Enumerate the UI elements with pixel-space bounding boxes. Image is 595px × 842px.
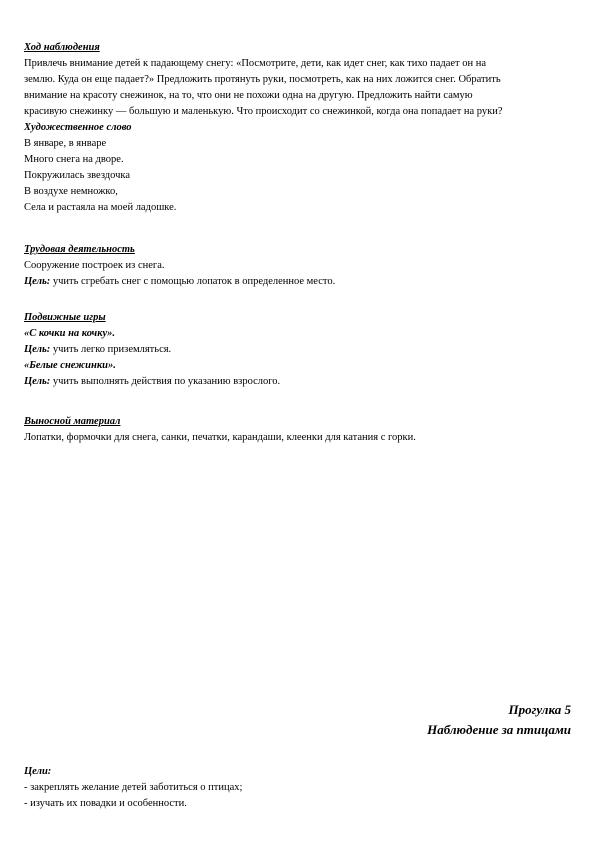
game-goal	[24, 342, 574, 358]
labor-text: Сооружение построек из снега.	[24, 260, 165, 271]
goal-label: Цель:	[24, 344, 51, 355]
poem-line: В январе, в январе	[24, 138, 107, 149]
labor-section	[24, 242, 574, 290]
game-goal	[24, 374, 574, 390]
walk-subtitle: Наблюдение за птицами	[427, 722, 571, 737]
goal-text: учить легко приземляться.	[50, 344, 172, 355]
literary-label: Художественное слово	[24, 122, 132, 133]
goal-text: учить выполнять действия по указанию взрослого.	[50, 376, 281, 387]
games-section	[24, 310, 574, 390]
goal-label: Цель:	[24, 276, 51, 287]
goal-text: учить сгребать снег с помощью лопаток в определенное место.	[50, 276, 336, 287]
observation-line: землю. Куда он еще падает?» Предложить протянуть руки, посмотреть, как на них ложится снег. Обратить	[24, 74, 501, 85]
observation-heading: Ход наблюдения	[24, 42, 100, 53]
poem-line: Села и растаяла на моей ладошке.	[24, 202, 177, 213]
observation-section	[24, 40, 574, 216]
observation-line: внимание на красоту снежинок, на то, что они не похожи одна на другую. Предложить найти самую	[24, 90, 473, 101]
game-title: «Белые снежинки».	[24, 360, 116, 371]
walk-title: Прогулка 5	[508, 702, 571, 717]
poem-line: В воздухе немножко,	[24, 186, 118, 197]
goal-item: - изучать их повадки и особенности.	[24, 798, 187, 809]
material-heading: Выносной материал	[24, 416, 121, 427]
walk-goals-section	[24, 764, 574, 812]
observation-line: Привлечь внимание детей к падающему снегу: «Посмотрите, дети, как идет снег, как тихо падает он на	[24, 58, 487, 69]
poem-line: Покружилась звездочка	[24, 170, 130, 181]
labor-heading: Трудовая деятельность	[24, 244, 135, 255]
labor-goal	[24, 274, 574, 290]
goal-label: Цель:	[24, 376, 51, 387]
goals-label: Цели:	[24, 766, 52, 777]
material-text: Лопатки, формочки для снега, санки, печатки, карандаши, клеенки для катания с горки.	[24, 432, 416, 443]
poem-line: Много снега на дворе.	[24, 154, 124, 165]
material-section	[24, 414, 574, 446]
games-heading: Подвижные игры	[24, 312, 106, 323]
goal-item: - закреплять желание детей заботиться о птицах;	[24, 782, 243, 793]
game-title: «С кочки на кочку».	[24, 328, 116, 339]
walk-title-block	[427, 700, 571, 740]
observation-line: красивую снежинку — большую и маленькую. Что происходит со снежинкой, когда она попадает на руки?	[24, 106, 503, 117]
